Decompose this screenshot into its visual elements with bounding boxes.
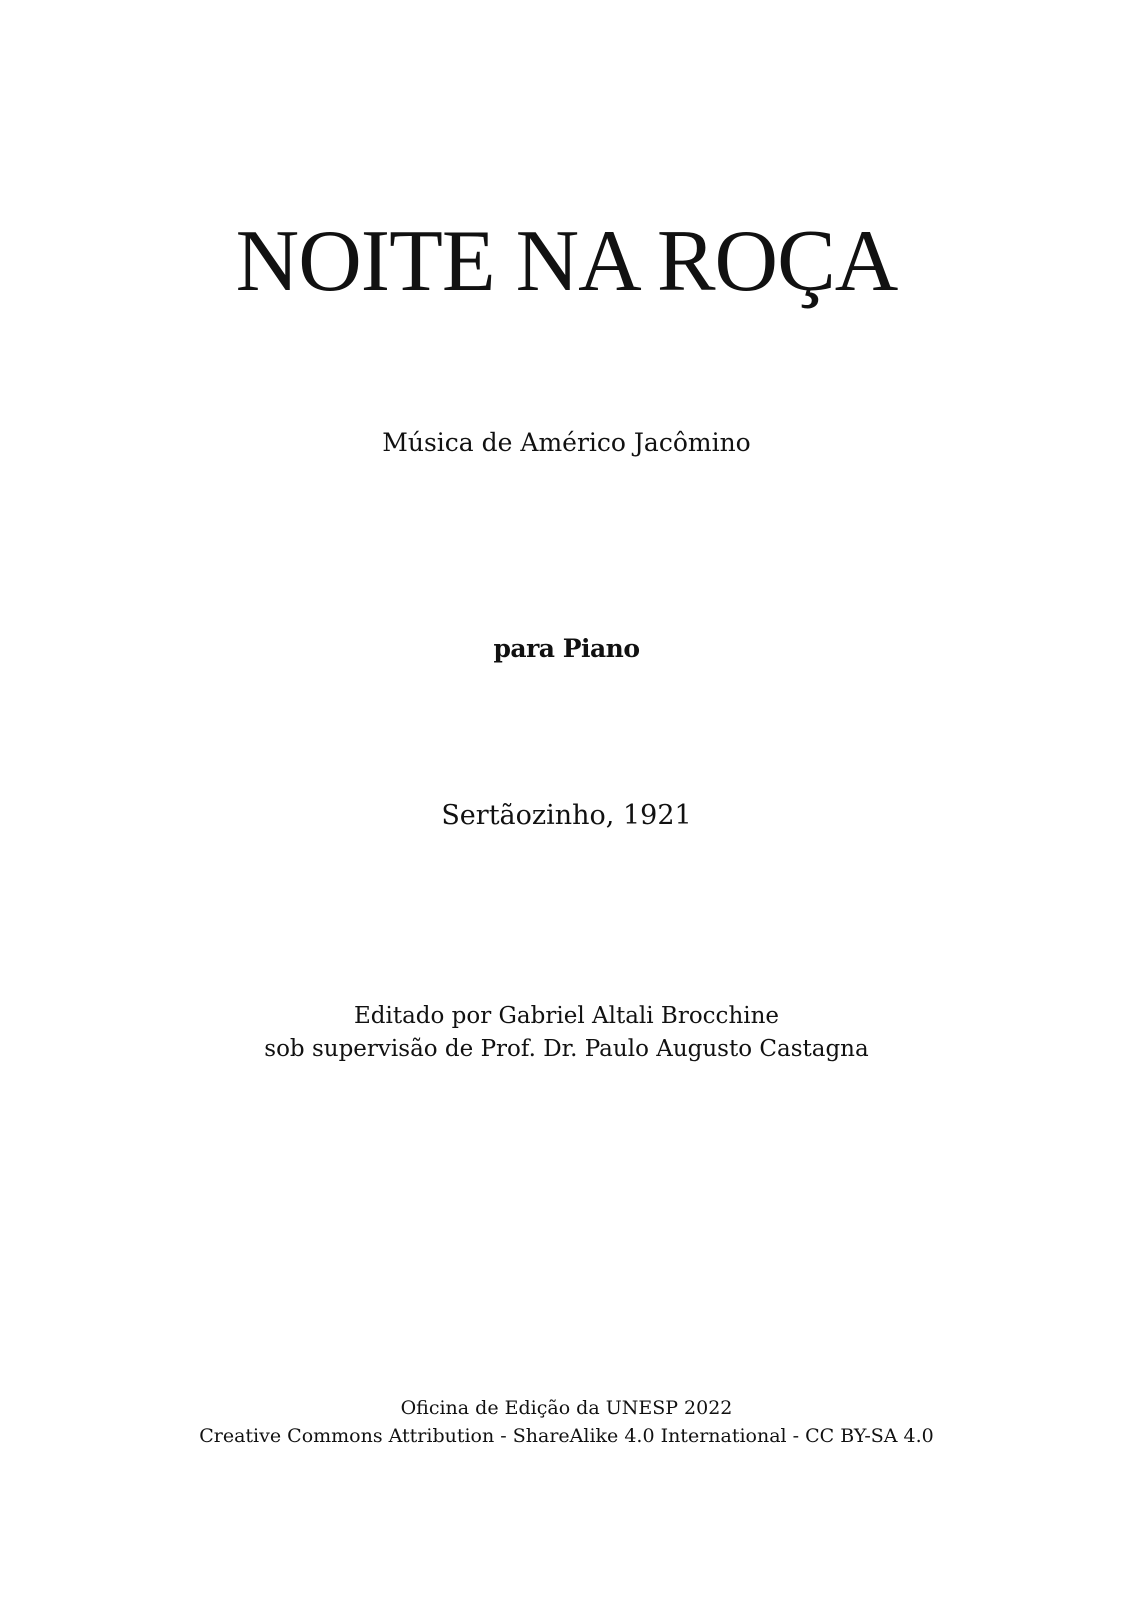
composer-credit: Música de Américo Jacômino	[382, 428, 751, 457]
page-title: NOITE NA ROÇA	[235, 213, 898, 310]
publisher-credit: Oficina de Edição da UNESP 2022	[400, 1397, 733, 1419]
instrumentation-label: para Piano	[493, 634, 640, 663]
supervisor-credit: sob supervisão de Prof. Dr. Paulo Augusto Castagna	[264, 1036, 869, 1062]
place-and-date: Sertãozinho, 1921	[441, 800, 692, 831]
license-notice: Creative Commons Attribution - ShareAlike 4.0 International - CC BY-SA 4.0	[199, 1425, 934, 1447]
editor-credit: Editado por Gabriel Altali Brocchine	[353, 1003, 780, 1029]
